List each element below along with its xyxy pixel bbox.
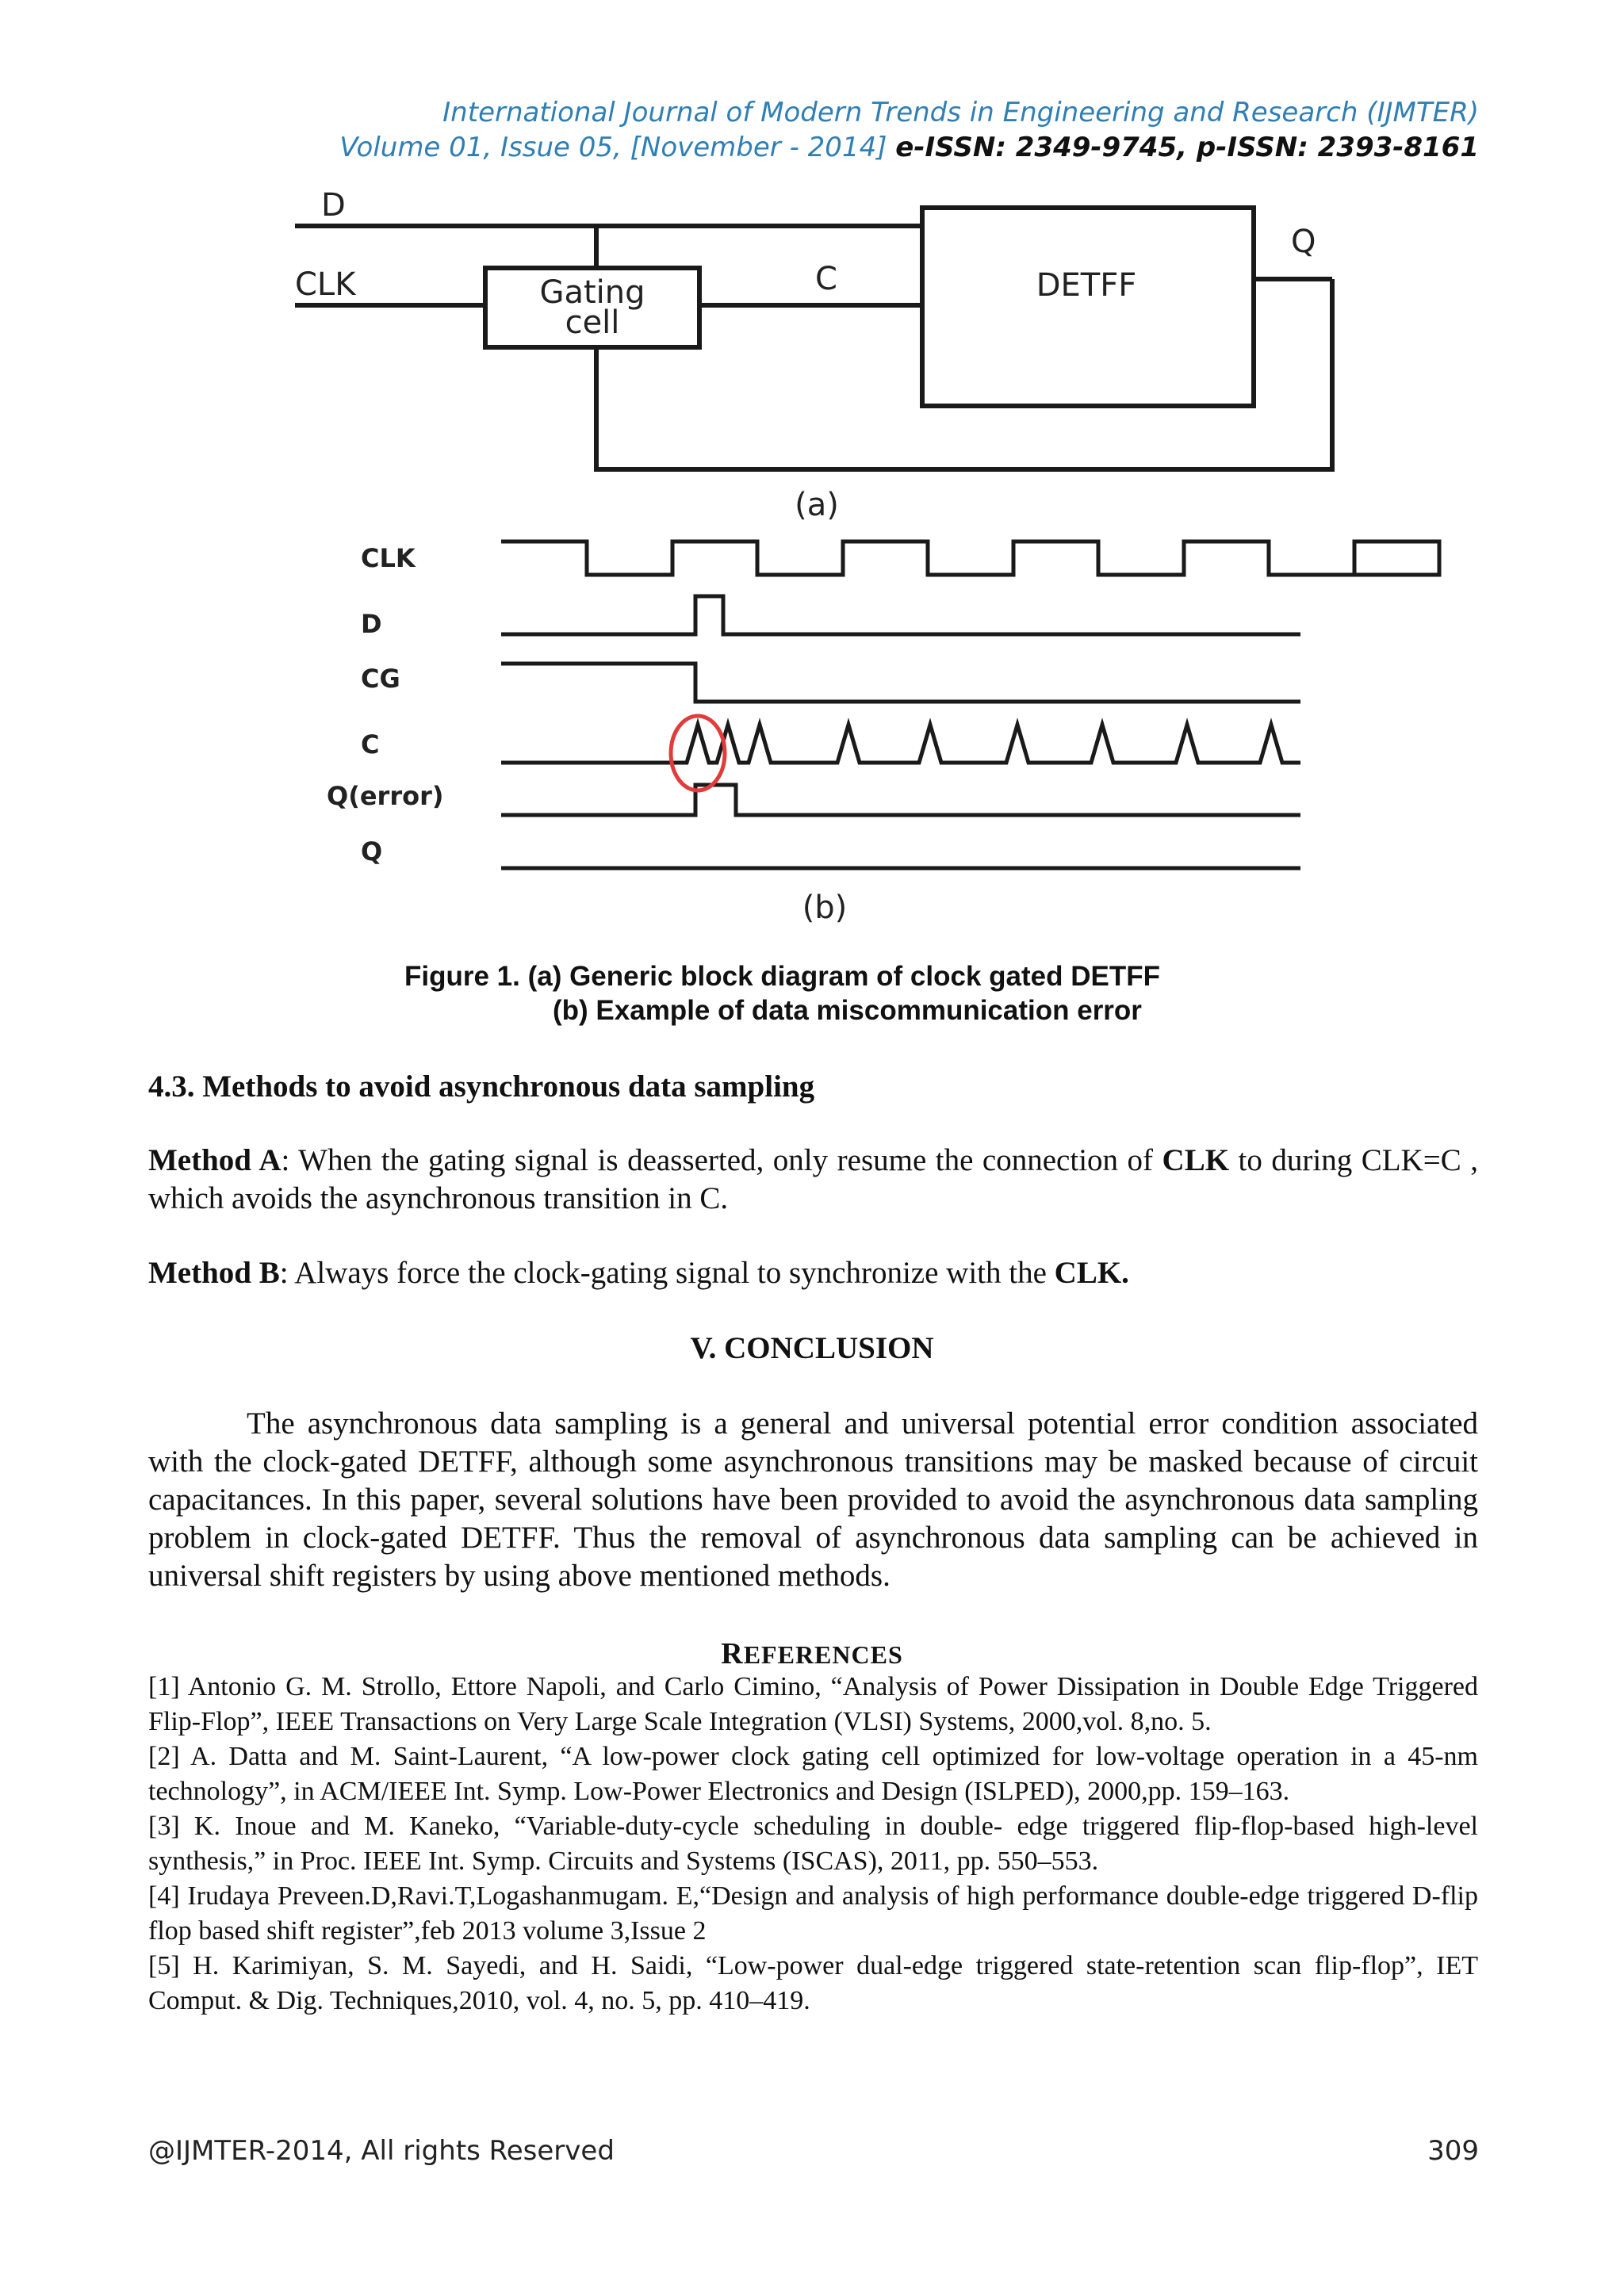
label-panel-a: (a) (795, 487, 839, 523)
signal-label-d: D (361, 609, 382, 639)
method-a-text-2: to during CLK=C , which avoids the asynchronous transition in C. (148, 1143, 1478, 1215)
label-q: Q (1291, 224, 1316, 260)
method-b-label: Method B (148, 1256, 280, 1290)
footer-copyright: @IJMTER-2014, All rights Reserved (148, 2135, 615, 2167)
label-cell: cell (565, 304, 620, 341)
signal-label-clk: CLK (361, 543, 416, 573)
references-heading-first: R (721, 1637, 744, 1670)
figure-1 (0, 0, 1624, 951)
detff-box (922, 208, 1254, 406)
waveform-clk (501, 541, 1439, 575)
journal-title: International Journal of Modern Trends in Engineering and Research (IJMTER) (442, 97, 1479, 128)
label-clk: CLK (295, 266, 356, 303)
signal-label-q-error: Q(error) (327, 781, 444, 811)
reference-item: [5] H. Karimiyan, S. M. Sayedi, and H. Saidi, “Low-power dual-edge triggered state-retention scan flip-flop”, IET Comput. & Dig. Techniques,2010, vol. 4, no. 5, pp. 410–419. (148, 1951, 1478, 2015)
waveform-d (501, 596, 1300, 634)
journal-volume: Volume 01, Issue 05, [November - 2014] (339, 132, 887, 163)
reference-item: [1] Antonio G. M. Strollo, Ettore Napoli, and Carlo Cimino, “Analysis of Power Dissipation in Double Edge Triggered Flip-Flop”, IEEE Transactions on Very Large Scale Integration (VLSI) Systems, 2000,vol. 8,no. 5. (148, 1672, 1478, 1736)
signal-label-q: Q (361, 836, 383, 867)
reference-item: [2] A. Datta and M. Saint-Laurent, “A low-power clock gating cell optimized for low-voltage operation in a 45-nm technology”, in ACM/IEEE Int. Symp. Low-Power Electronics and Design (ISLPED), 2000,pp. 159–163. (148, 1742, 1478, 1806)
label-panel-b: (b) (802, 890, 848, 926)
waveform-q-error (501, 785, 1300, 815)
waveform-cg (501, 664, 1300, 702)
label-gating: Gating (539, 274, 645, 311)
page-number: 309 (1427, 2135, 1479, 2167)
method-a-clk: CLK (1162, 1143, 1230, 1177)
method-a-label: Method A (148, 1143, 282, 1177)
references-heading-rest: EFERENCES (743, 1640, 903, 1669)
reference-item: [4] Irudaya Preveen.D,Ravi.T,Logashanmugam. E,“Design and analysis of high performance double-edge triggered D-flip flop based shift register”,feb 2013 volume 3,Issue 2 (148, 1881, 1478, 1946)
references-list (148, 1670, 1478, 2019)
method-a-paragraph (148, 1142, 1478, 1218)
signal-label-c: C (361, 729, 380, 760)
references-heading (0, 1636, 1624, 1671)
method-b-paragraph (148, 1254, 1478, 1292)
conclusion-paragraph: The asynchronous data sampling is a general and universal potential error condition associated with the clock-gated DETFF, although some asynchronous transitions may be masked because of circuit capacitances. In this paper, several solutions have been provided to avoid the asynchronous data sampling problem in clock-gated DETFF. Thus the removal of asynchronous data sampling can be achieved in universal shift registers by using above mentioned methods. (148, 1406, 1478, 1593)
figure-caption-line-2: (b) Example of data miscommunication error (553, 995, 1142, 1026)
method-b-text: : Always force the clock-gating signal to synchronize with the (279, 1256, 1055, 1290)
method-b-clk: CLK. (1054, 1256, 1129, 1290)
label-c: C (815, 261, 837, 297)
method-a-text-1: : When the gating signal is deasserted, only resume the connection of (281, 1143, 1162, 1177)
waveform-c (501, 725, 1300, 763)
block-diagram (295, 208, 1332, 469)
label-detff: DETFF (1036, 267, 1137, 304)
figure-caption-line-1: Figure 1. (a) Generic block diagram of clock gated DETFF (404, 961, 1160, 992)
journal-issn: e-ISSN: 2349-9745, p-ISSN: 2393-8161 (895, 132, 1479, 163)
section-heading: 4.3. Methods to avoid asynchronous data sampling (148, 1070, 815, 1104)
reference-item: [3] K. Inoue and M. Kaneko, “Variable-duty-cycle scheduling in double- edge triggered flip-flop-based high-level synthesis,” in Proc. IEEE Int. Symp. Circuits and Systems (ISCAS), 2011, pp. 550–553. (148, 1812, 1478, 1876)
conclusion-heading: V. CONCLUSION (690, 1331, 934, 1365)
label-d: D (321, 187, 346, 224)
signal-label-cg: CG (361, 664, 400, 694)
